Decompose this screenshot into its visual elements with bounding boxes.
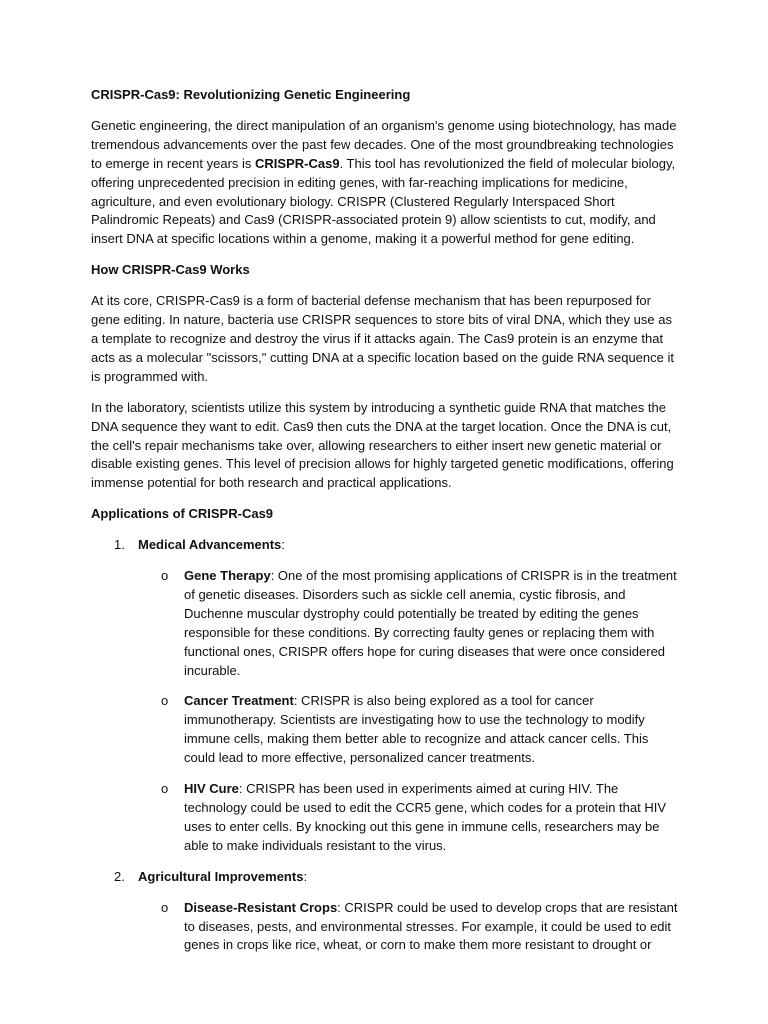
document-title: CRISPR-Cas9: Revolutionizing Genetic Engineering	[91, 87, 411, 102]
bullet-item-disease-resistant-crops	[91, 899, 678, 956]
bullet-text: : One of the most promising applications of CRISPR is in the treatment of genetic diseases. Disorders such as sickle cell anemia, cystic fibrosis, and Duchenne muscular dystrophy could potentially be treated by editing the genes responsible for these conditions. By correcting faulty genes or replacing them with functional ones, CRISPR offers hope for curing diseases that were once considered incurable.	[184, 568, 677, 678]
section-heading-applications: Applications of CRISPR-Cas9	[91, 506, 274, 522]
list-number: 1.	[114, 537, 125, 553]
bullet-item-hiv-cure	[91, 780, 678, 856]
list-item-label: Agricultural Improvements	[138, 868, 304, 884]
list-number: 2.	[114, 868, 125, 884]
bullet-label: Gene Therapy	[184, 568, 271, 584]
bullet-marker: o	[161, 693, 169, 709]
bullet-label: Disease-Resistant Crops	[184, 899, 338, 915]
bullet-label: HIV Cure	[184, 781, 239, 797]
bullet-marker: o	[161, 568, 169, 584]
numbered-line	[91, 868, 678, 887]
bullet-label: Cancer Treatment	[184, 693, 294, 709]
intro-text-before: Genetic engineering, the direct manipulation of an organism's genome using biotechnology, has made tremendous advancements over the past few decades. One of the most groundbreaking technologies to emerge in recent years is	[91, 117, 677, 171]
how-paragraph-2: In the laboratory, scientists utilize this system by introducing a synthetic guide RNA that matches the DNA sequence they want to edit. Cas9 then cuts the DNA at the target location. Once the DNA is cut, the cell's repair mechanisms take over, allowing researchers to either insert new genetic material or disable existing genes. This level of precision allows for highly targeted genetic modifications, offering immense potential for both research and practical applications.	[91, 399, 674, 491]
bullet-text: : CRISPR has been used in experiments aimed at curing HIV. The technology could be used to edit the CCR5 gene, which codes for a protein that HIV uses to enter cells. By knocking out this gene in immune cells, researchers may be able to make individuals resistant to the virus.	[184, 781, 667, 853]
list-item-medical	[91, 536, 678, 856]
intro-text-after: . This tool has revolutionized the field of molecular biology, offering unprecedented precision in editing genes, with far-reaching implications for medicine, agriculture, and even evolutionary biology. CRISPR (Clustered Regularly Interspaced Short Palindromic Repeats) and Cas9 (CRISPR-associated protein 9) allow scientists to cut, modify, and insert DNA at specific locations within a genome, making it a powerful method for gene editing.	[91, 155, 676, 247]
bullet-marker: o	[161, 899, 169, 915]
sub-bullet-list	[91, 567, 678, 856]
section-heading-how: How CRISPR-Cas9 Works	[91, 262, 250, 278]
list-item-agricultural	[91, 868, 678, 956]
sub-bullet-list	[91, 899, 678, 956]
bullet-text: : CRISPR could be used to develop crops that are resistant to diseases, pests, and environmental stresses. For example, it could be used to edit genes in crops like rice, wheat, or corn to make them more resistant to drought or	[184, 899, 678, 953]
bullet-item-cancer-treatment	[91, 692, 678, 768]
list-item-suffix: :	[303, 868, 308, 884]
numbered-line	[91, 536, 678, 555]
bullet-item-gene-therapy	[91, 567, 678, 680]
list-item-suffix: :	[281, 537, 285, 553]
bullet-marker: o	[161, 781, 169, 797]
intro-paragraph	[91, 117, 678, 249]
how-paragraph-1: At its core, CRISPR-Cas9 is a form of bacterial defense mechanism that has been repurposed for gene editing. In nature, bacteria use CRISPR sequences to store bits of viral DNA, which they use as a template to recognize and destroy the virus if it attacks again. The Cas9 protein is an enzyme that acts as a molecular "scissors," cutting DNA at a specific location based on the guide RNA sequence it is programmed with.	[91, 293, 674, 384]
intro-bold-term: CRISPR-Cas9	[255, 155, 340, 171]
bullet-text: : CRISPR is also being explored as a tool for cancer immunotherapy. Scientists are investigating how to use the technology to modify immune cells, making them better able to recognize and attack cancer cells. This could lead to more effective, personalized cancer treatments.	[184, 693, 649, 766]
list-item-label: Medical Advancements	[138, 537, 282, 553]
applications-list	[91, 536, 678, 955]
